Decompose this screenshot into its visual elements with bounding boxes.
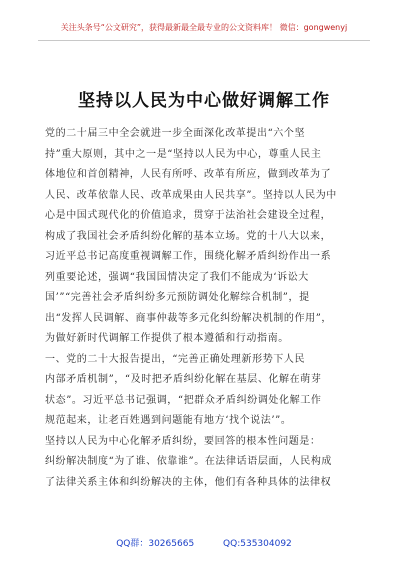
body-line: 状态”。习近平总书记强调，“把群众矛盾纠纷调处化解工作 bbox=[45, 394, 322, 406]
body-line: 内部矛盾机制”，“及时把矛盾纠纷化解在基层、化解在萌芽 bbox=[45, 374, 322, 385]
document-title: 坚持以人民为中心做好调解工作 bbox=[78, 91, 330, 111]
header-divider bbox=[38, 40, 370, 41]
body-line: 纠纷解决制度“为了谁、依靠谁”。在法律话语层面，人民构成 bbox=[45, 456, 333, 467]
footer-contacts bbox=[0, 536, 408, 549]
body-line: 了法律关系主体和纠纷解决的主体，他们有各种具体的法律权 bbox=[45, 476, 332, 488]
body-line: 坚持以人民为中心化解矛盾纠纷，要回答的根本性问题是： bbox=[45, 435, 321, 447]
footer-qq: QQ:535304092 bbox=[223, 539, 292, 549]
body-line: 习近平总书记高度重视调解工作，围绕化解矛盾纠纷作出一系 bbox=[45, 251, 332, 262]
document-body bbox=[45, 124, 371, 493]
body-line: 规范起来，让老百姓遇到问题能有地方‘找个说法’”。 bbox=[45, 415, 292, 426]
body-line: 出“发挥人民调解、商事仲裁等多元化纠纷解决机制的作用”， bbox=[45, 312, 333, 324]
body-line: 心是中国式现代化的价值追求，贯穿于法治社会建设全过程， bbox=[45, 210, 332, 221]
body-line: 为做好新时代调解工作提供了根本遵循和行动指南。 bbox=[45, 333, 289, 344]
body-line: 持”重大原则，其中之一是“坚持以人民为中心，尊重人民主 bbox=[45, 148, 322, 160]
header-notice: 关注头条号“公文研究”，获得最新最全最专业的公文资料库！ 微信：gongwenyj bbox=[60, 23, 348, 32]
body-line: 一、党的二十大报告提出，“完善正确处理新形势下人民 bbox=[45, 353, 306, 365]
body-line: 党的二十届三中全会就进一步全面深化改革提出“六个坚 bbox=[45, 128, 306, 139]
body-line: 国’”“完善社会矛盾纠纷多元预防调处化解综合机制”，提 bbox=[45, 292, 310, 303]
body-line: 体地位和首创精神，人民有所呼、改革有所应，做到改革为了 bbox=[45, 169, 332, 180]
body-line: 列重要论述，强调“我国国情决定了我们不能成为‘诉讼大 bbox=[45, 271, 309, 283]
body-line: 人民、改革依靠人民、改革成果由人民共享”。坚持以人民为中 bbox=[45, 189, 337, 201]
body-line: 构成了我国社会矛盾纠纷化解的基本立场。党的十八大以来， bbox=[45, 230, 332, 242]
footer-qq-group: QQ群：30265665 bbox=[116, 539, 195, 549]
